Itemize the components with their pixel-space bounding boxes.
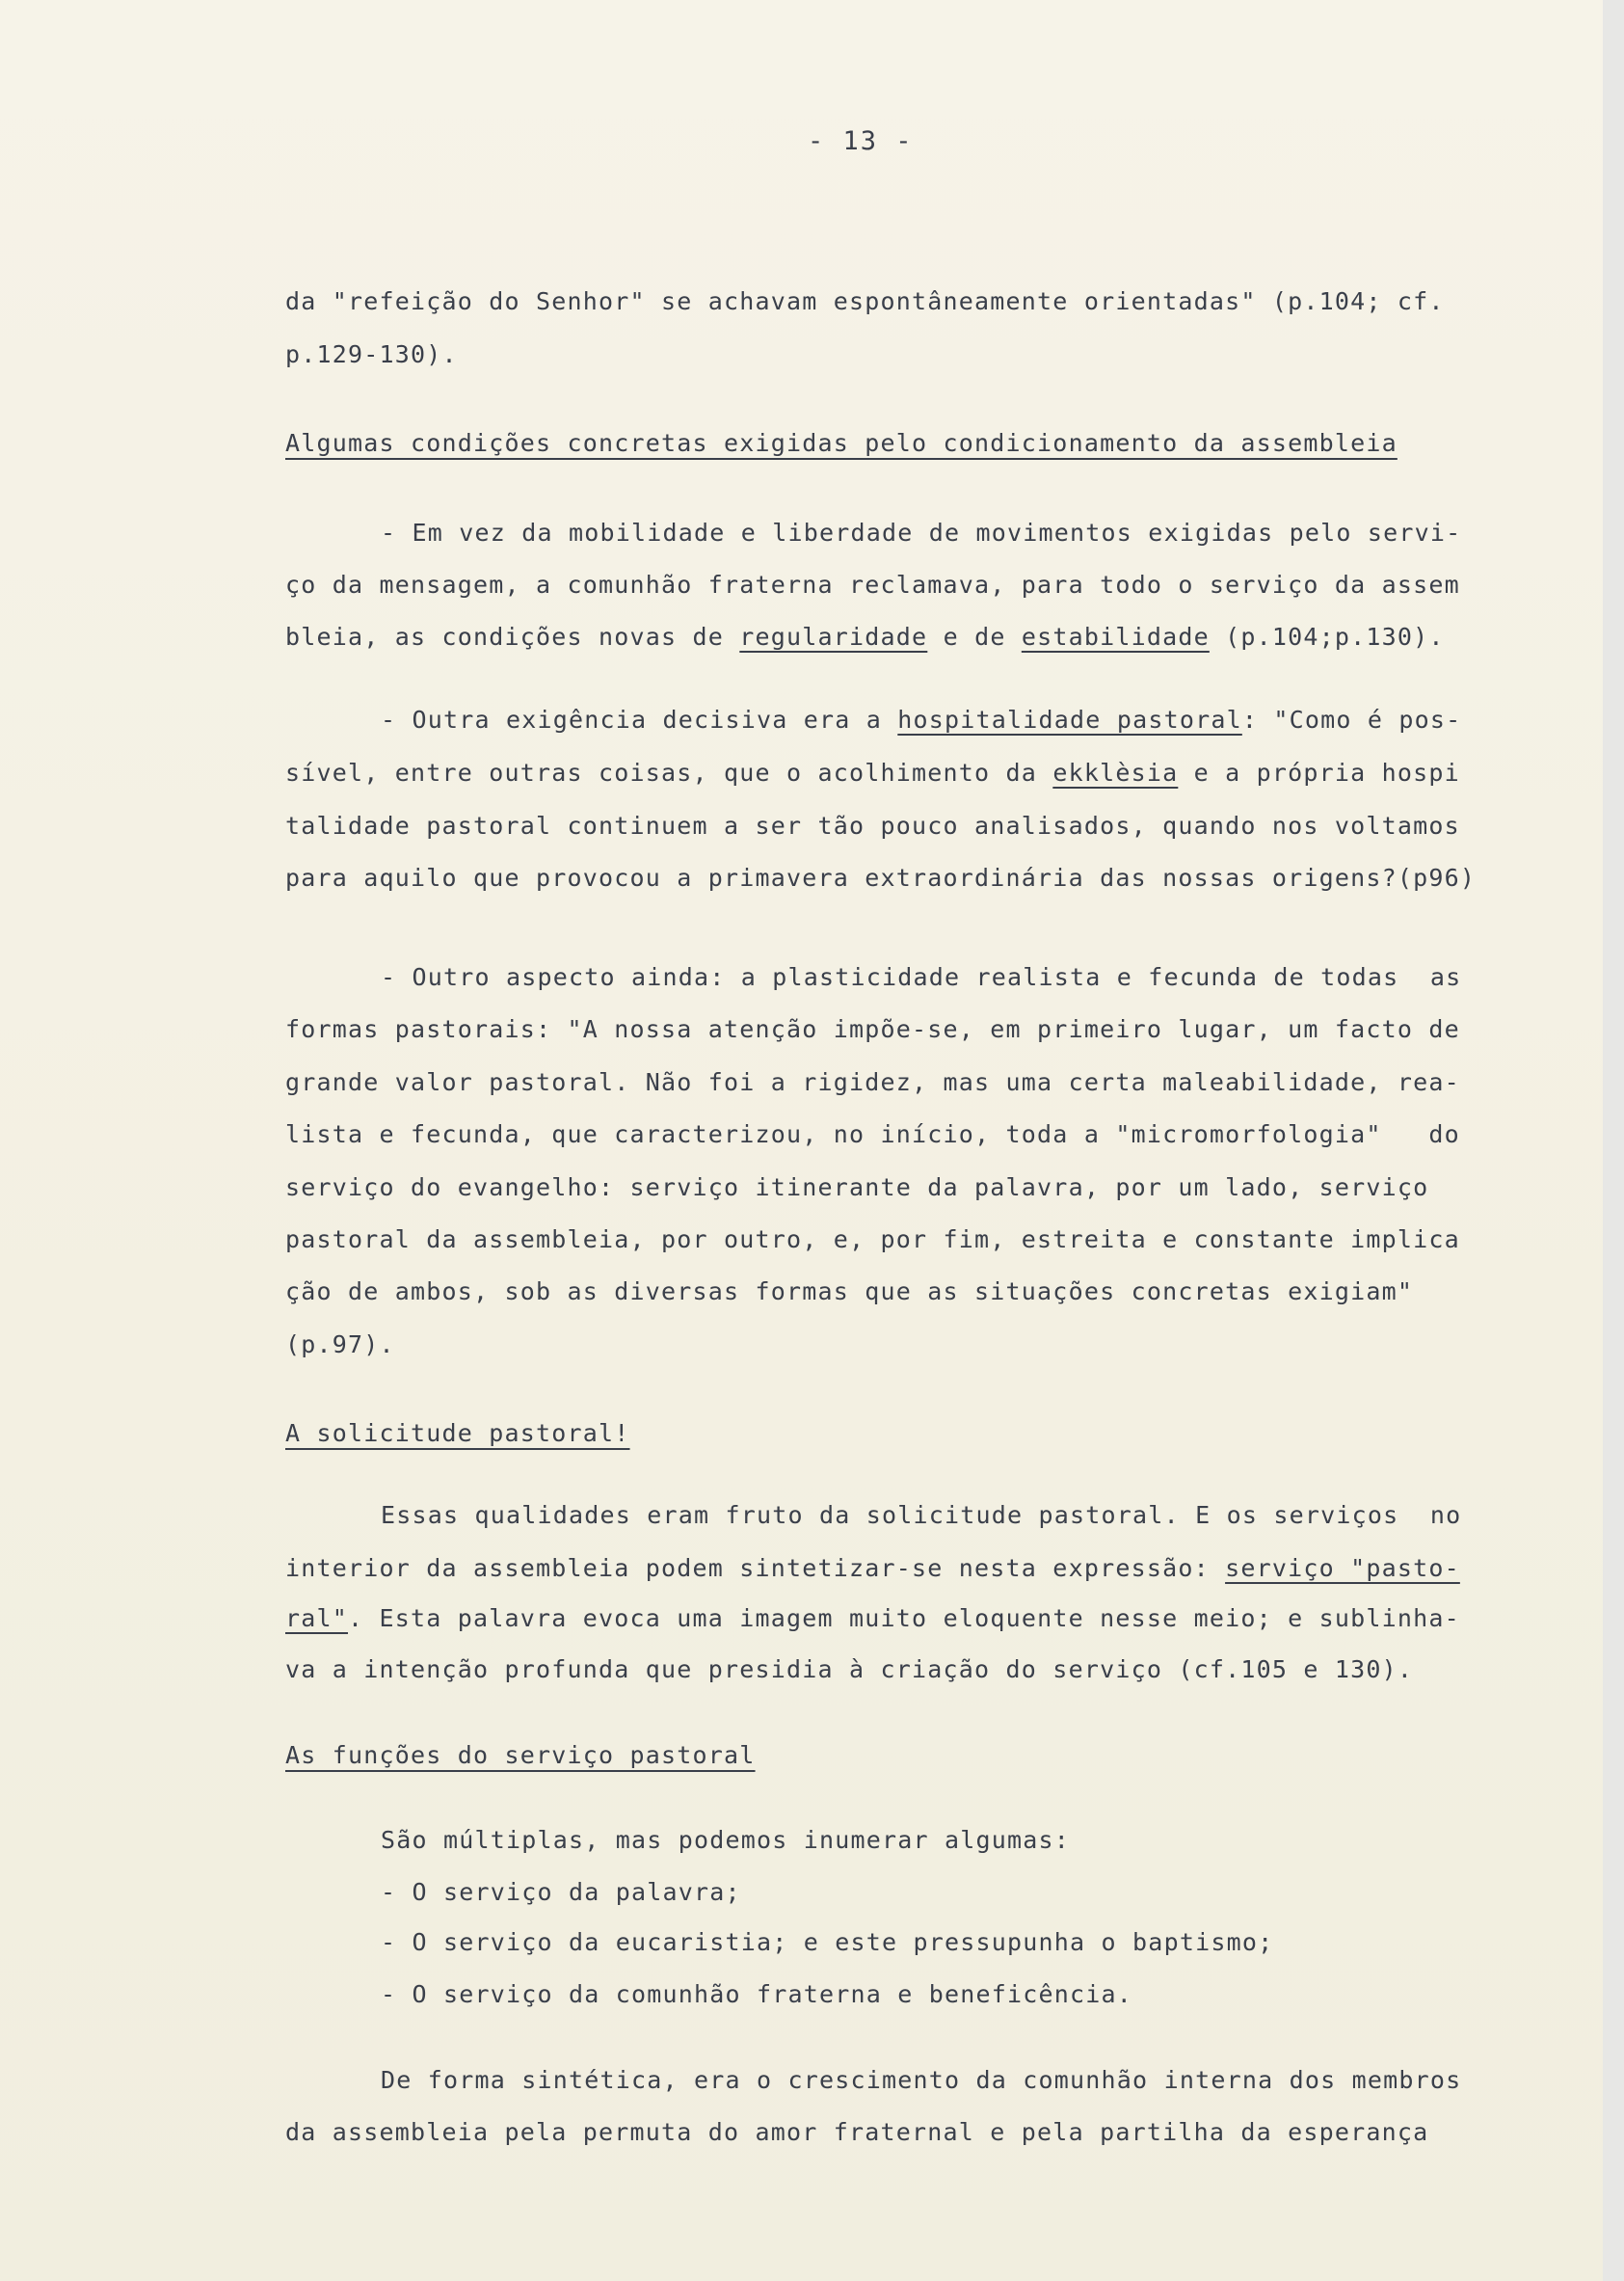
underlined-term: serviço "pasto- (1225, 1554, 1460, 1582)
text-line: da assembleia pela permuta do amor fraternal e pela partilha da esperança (285, 2118, 1429, 2146)
section-heading: A solicitude pastoral! (285, 1419, 630, 1447)
text-line: da "refeição do Senhor" se achavam espontâneamente orientadas" (p.104; cf. (285, 287, 1445, 315)
text-line: grande valor pastoral. Não foi a rigidez, mas uma certa maleabilidade, rea- (285, 1068, 1460, 1096)
section-heading: Algumas condições concretas exigidas pelo condicionamento da assembleia (285, 429, 1398, 457)
text-line: para aquilo que provocou a primavera extraordinária das nossas origens?(p96) (285, 864, 1477, 892)
text-line: p.129-130). (285, 340, 458, 368)
underlined-term: ral" (285, 1604, 349, 1632)
underlined-term: hospitalidade pastoral (897, 706, 1242, 734)
text-line: formas pastorais: "A nossa atenção impõe-se, em primeiro lugar, um facto de (285, 1015, 1460, 1043)
underlined-term: estabilidade (1021, 623, 1210, 651)
section-heading: As funções do serviço pastoral (285, 1741, 756, 1769)
page-edge (1603, 0, 1624, 2281)
text-line: talidade pastoral continuem a ser tão pouco analisados, quando nos voltamos (285, 812, 1460, 840)
text-line: serviço do evangelho: serviço itinerante da palavra, por um lado, serviço (285, 1173, 1429, 1201)
text-line: bleia, as condições novas de regularidade e de estabilidade (p.104;p.130). (285, 623, 1445, 651)
text-line: sível, entre outras coisas, que o acolhimento da ekklèsia e a própria hospi (285, 759, 1460, 787)
underlined-term: regularidade (739, 623, 928, 651)
text-line: Essas qualidades eram fruto da solicitude pastoral. E os serviços no (381, 1501, 1462, 1529)
text-line: va a intenção profunda que presidia à criação do serviço (cf.105 e 130). (285, 1655, 1414, 1683)
text-line: - Outra exigência decisiva era a hospitalidade pastoral: "Como é pos- (381, 706, 1462, 734)
text-line: ção de ambos, sob as diversas formas que as situações concretas exigiam" (285, 1277, 1414, 1305)
text-line: - Em vez da mobilidade e liberdade de movimentos exigidas pelo servi- (381, 519, 1462, 547)
text-line: (p.97). (285, 1330, 395, 1358)
text-line: São múltiplas, mas podemos inumerar algumas: (381, 1826, 1071, 1854)
text-line: ral". Esta palavra evoca uma imagem muito eloquente nesse meio; e sublinha- (285, 1604, 1460, 1632)
text-line: pastoral da assembleia, por outro, e, por fim, estreita e constante implica (285, 1225, 1460, 1253)
text-line: - Outro aspecto ainda: a plasticidade realista e fecunda de todas as (381, 963, 1462, 991)
underlined-term: ekklèsia (1052, 759, 1179, 787)
text-line: De forma sintética, era o crescimento da comunhão interna dos membros (381, 2066, 1462, 2094)
list-item: - O serviço da comunhão fraterna e beneficência. (381, 1980, 1133, 2008)
text-line: interior da assembleia podem sintetizar-se nesta expressão: serviço "pasto- (285, 1554, 1460, 1582)
list-item: - O serviço da palavra; (381, 1878, 741, 1906)
page-number: - 13 - (808, 126, 914, 156)
text-line: lista e fecunda, que caracterizou, no início, toda a "micromorfologia" do (285, 1120, 1460, 1148)
list-item: - O serviço da eucaristia; e este pressupunha o baptismo; (381, 1928, 1274, 1956)
text-line: ço da mensagem, a comunhão fraterna reclamava, para todo o serviço da assem (285, 571, 1460, 599)
